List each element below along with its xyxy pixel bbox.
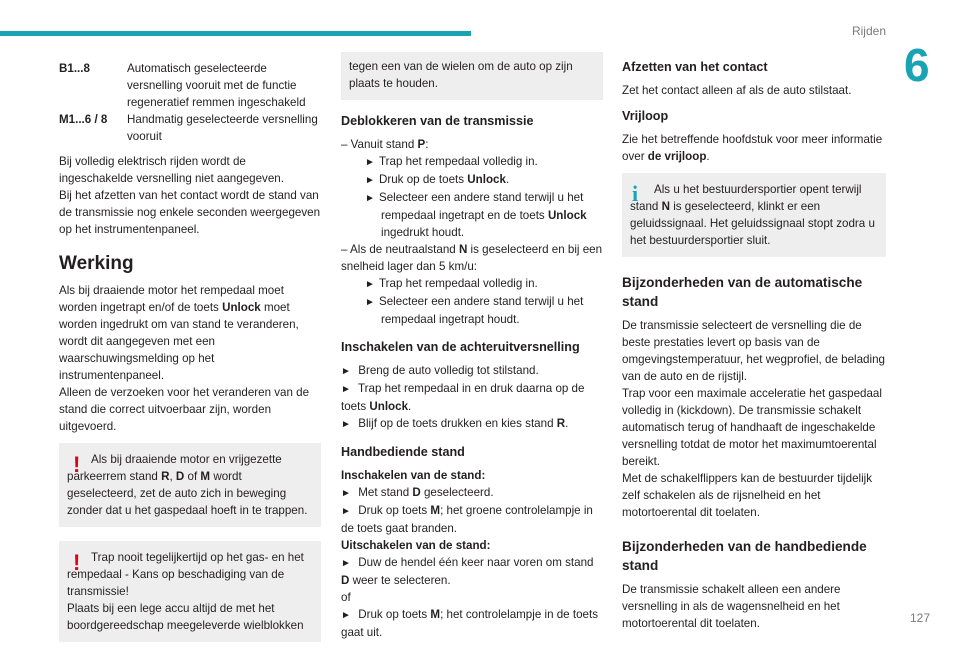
chapter-number: 6 (904, 39, 930, 91)
handbediende-steps: Inschakelen van de stand: ► Met stand D geselecteerd. ► Druk op toets M; het groene controlelampje in de toets gaat branden. Uitschakelen van de stand: ► Duw de hendel één keer naar voren om stand D weer te selecteren. of ► Druk op toets M; het controlelampje in de toets gaat uit. (341, 469, 598, 639)
heading-deblokkeren: Deblokkeren van de transmissie (341, 114, 534, 128)
paragraph: De transmissie schakelt alleen een andere versnelling in als de wagensnelheid en het motortoerental dit toelaten. (622, 583, 841, 630)
warning-box-continued: tegen een van de wielen om de auto op zijn plaats te houden. (341, 52, 603, 100)
heading-afzetten: Afzetten van het contact (622, 60, 768, 74)
column-left (59, 60, 321, 654)
paragraph: Zie het betreffende hoofdstuk voor meer informatie over de vrijloop. (622, 133, 883, 163)
definition-desc: Handmatig geselecteerde versnelling vooruit (127, 113, 318, 143)
heading-handbediende-stand: Bijzonderheden van de handbediende stand (622, 539, 867, 573)
warning-icon: ! (73, 452, 81, 477)
arrow-icon: ► (341, 488, 351, 499)
section-title: Rijden (851, 24, 886, 38)
definition-row (59, 111, 321, 145)
arrow-icon: ► (365, 297, 375, 308)
arrow-icon: ► (341, 384, 351, 395)
paragraph: Bij volledig elektrisch rijden wordt de ingeschakelde versnelling niet aangegeven. Bij het afzetten van het contact wordt de stand van de transmissie nog enkele seconden weergegeven op het instrumentenpaneel. (59, 155, 321, 236)
warning-box: ! Trap nooit tegelijkertijd op het gas- en het rempedaal - Kans op beschadiging van de transmissie! Plaats bij een lege accu altijd de met het boordgereedschap meegeleverde wielblokken (59, 541, 321, 642)
arrow-icon: ► (341, 506, 351, 517)
page-number: 127 (909, 611, 930, 625)
heading-vrijloop: Vrijloop (622, 109, 669, 123)
arrow-icon: ► (365, 175, 375, 186)
header-accent-bar (0, 31, 471, 36)
arrow-icon: ► (341, 558, 351, 569)
heading-handbediende: Handbediende stand (341, 445, 465, 459)
arrow-icon: ► (365, 279, 375, 290)
definition-desc: Automatisch geselecteerde versnelling vooruit met de functie regeneratief remmen ingeschakeld (127, 62, 306, 109)
heading-werking: Werking (59, 253, 134, 274)
definition-term: B1...8 (59, 62, 90, 75)
heading-automatische-stand: Bijzonderheden van de automatische stand (622, 275, 863, 309)
definition-term: M1...6 / 8 (59, 113, 108, 126)
definition-row (59, 60, 321, 111)
paragraph: De transmissie selecteert de versnelling die de beste prestaties levert op basis van de omgevingstemperatuur, het wegprofiel, de belading van de auto en de rijstijl. Trap voor een maximale acceleratie het gaspedaal volledig in (kickdown). De transmissie schakelt automatisch terug of handhaaft de ingeschakelde versnelling totdat de motor het maximumtoerental bereikt. Met de schakelflippers kan de bestuurder tijdelijk zelf schakelen als de rijsnelheid en het motortoerental dit toelaten. (622, 319, 885, 519)
arrow-icon: ► (365, 193, 375, 204)
deblokkeren-steps: – Vanuit stand P: ► Trap het rempedaal volledig in. ► Druk op de toets Unlock. ► Selecteer een andere stand terwijl u het rempedaal ingetrapt en de toets Unlock ingedrukt houdt. – Als de neutraalstand N is geselecteerd en bij een snelheid lager dan 5 km/u: ► Trap het rempedaal volledig in. ► Selecteer een andere stand terwijl u het rempedaal ingetrapt houdt. (341, 138, 603, 326)
info-icon: i (632, 181, 639, 206)
info-box: i Als u het bestuurdersportier opent terwijl stand N is geselecteerd, klinkt er een geluidssignaal. Het geluidssignaal stopt zodra u het bestuurdersportier sluit. (622, 173, 886, 257)
arrow-icon: ► (365, 157, 375, 168)
arrow-icon: ► (341, 610, 351, 621)
column-middle (341, 52, 603, 641)
paragraph: Als bij draaiende motor het rempedaal moet worden ingetrapt en/of de toets Unlock moet worden ingedrukt om van stand te veranderen, wordt dit aangegeven met een waarschuwingsmelding op het instrumentenpaneel. Alleen de verzoeken voor het veranderen van de stand die correct uitvoerbaar zijn, worden uitgevoerd. (59, 284, 310, 433)
warning-icon: ! (73, 550, 81, 575)
paragraph: Zet het contact alleen af als de auto stilstaat. (622, 84, 852, 97)
heading-achteruit: Inschakelen van de achteruitversnelling (341, 340, 580, 354)
arrow-icon: ► (341, 419, 351, 430)
column-right (622, 58, 886, 640)
achteruit-steps: ► Breng de auto volledig tot stilstand. ► Trap het rempedaal in en druk daarna op de toets Unlock. ► Blijf op de toets drukken en kies stand R. (341, 362, 603, 433)
warning-box: ! Als bij draaiende motor en vrijgezette parkeerrem stand R, D of M wordt geselecteerd, zet de auto zich in beweging zonder dat u het gaspedaal hoeft in te trappen. (59, 443, 321, 527)
gear-definition-list (59, 60, 321, 145)
arrow-icon: ► (341, 366, 351, 377)
